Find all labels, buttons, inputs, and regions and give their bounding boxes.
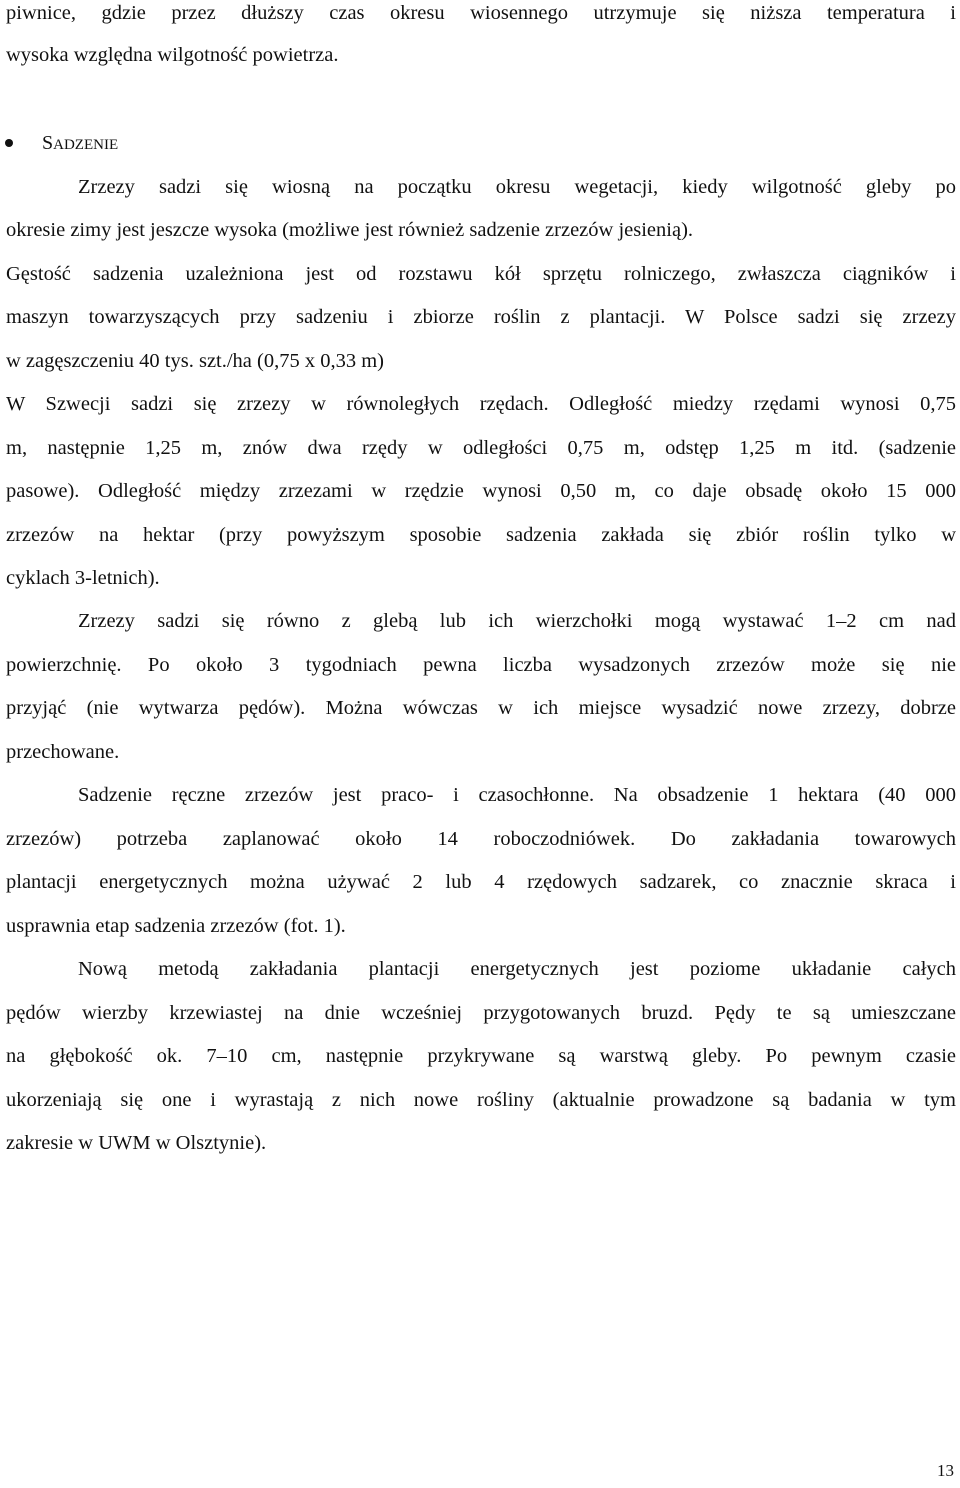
- paragraph-line: plantacji energetycznych można używać 2 lub 4 rzędowych sadzarek, co znacznie skraca i: [6, 871, 956, 893]
- paragraph-line: Zrzezy sadzi się wiosną na początku okresu wegetacji, kiedy wilgotność gleby po: [78, 176, 956, 198]
- bullet-icon: [5, 139, 13, 147]
- paragraph-line: m, następnie 1,25 m, znów dwa rzędy w odległości 0,75 m, odstęp 1,25 m itd. (sadzenie: [6, 437, 956, 459]
- paragraph-line: cyklach 3-letnich).: [6, 567, 160, 589]
- paragraph-line: okresie zimy jest jeszcze wysoka (możliwe jest również sadzenie zrzezów jesienią).: [6, 219, 694, 241]
- paragraph-line: usprawnia etap sadzenia zrzezów (fot. 1).: [6, 915, 346, 937]
- paragraph-line: pędów wierzby krzewiastej na dnie wcześniej przygotowanych bruzd. Pędy te są umieszczane: [6, 1002, 956, 1024]
- paragraph-line: powierzchnię. Po około 3 tygodniach pewna liczba wysadzonych zrzezów może się nie: [6, 654, 956, 676]
- paragraph-line: zrzezów) potrzeba zaplanować około 14 roboczodniówek. Do zakładania towarowych: [6, 828, 956, 850]
- paragraph-line: przyjąć (nie wytwarza pędów). Można wówczas w ich miejsce wysadzić nowe zrzezy, dobrze: [6, 697, 956, 719]
- paragraph-line: ukorzeniają się one i wyrastają z nich nowe rośliny (aktualnie prowadzone są badania w tym: [6, 1089, 956, 1111]
- intro-line: wysoka względna wilgotność powietrza.: [6, 44, 339, 66]
- paragraph-line: Zrzezy sadzi się równo z glebą lub ich wierzchołki mogą wystawać 1–2 cm nad: [78, 610, 956, 632]
- paragraph-line: Sadzenie ręczne zrzezów jest praco- i czasochłonne. Na obsadzenie 1 hektara (40 000: [78, 784, 956, 806]
- paragraph-line: Nową metodą zakładania plantacji energetycznych jest poziome układanie całych: [78, 958, 956, 980]
- paragraph-line: maszyn towarzyszących przy sadzeniu i zbiorze roślin z plantacji. W Polsce sadzi się zrzezy: [6, 306, 956, 328]
- section-heading: [42, 130, 118, 158]
- paragraph-line: W Szwecji sadzi się zrzezy w równoległych rzędach. Odległość miedzy rzędami wynosi 0,75: [6, 393, 956, 415]
- paragraph-line: przechowane.: [6, 741, 120, 763]
- intro-line: piwnice, gdzie przez dłuższy czas okresu wiosennego utrzymuje się niższa temperatura i: [6, 2, 956, 24]
- paragraph-line: w zagęszczeniu 40 tys. szt./ha (0,75 x 0,33 m): [6, 350, 385, 372]
- paragraph-line: pasowe). Odległość między zrzezami w rzędzie wynosi 0,50 m, co daje obsadę około 15 000: [6, 480, 956, 502]
- paragraph-line: zrzezów na hektar (przy powyższym sposobie sadzenia zakłada się zbiór roślin tylko w: [6, 524, 956, 546]
- heading-rest: ADZENIE: [53, 137, 119, 153]
- paragraph-line: Gęstość sadzenia uzależniona jest od rozstawu kół sprzętu rolniczego, zwłaszcza ciągników i: [6, 263, 956, 285]
- page-number: 13: [937, 1461, 954, 1480]
- heading-initial: S: [42, 132, 54, 154]
- paragraph-line: na głębokość ok. 7–10 cm, następnie przykrywane są warstwą gleby. Po pewnym czasie: [6, 1045, 956, 1067]
- paragraph-line: zakresie w UWM w Olsztynie).: [6, 1132, 267, 1154]
